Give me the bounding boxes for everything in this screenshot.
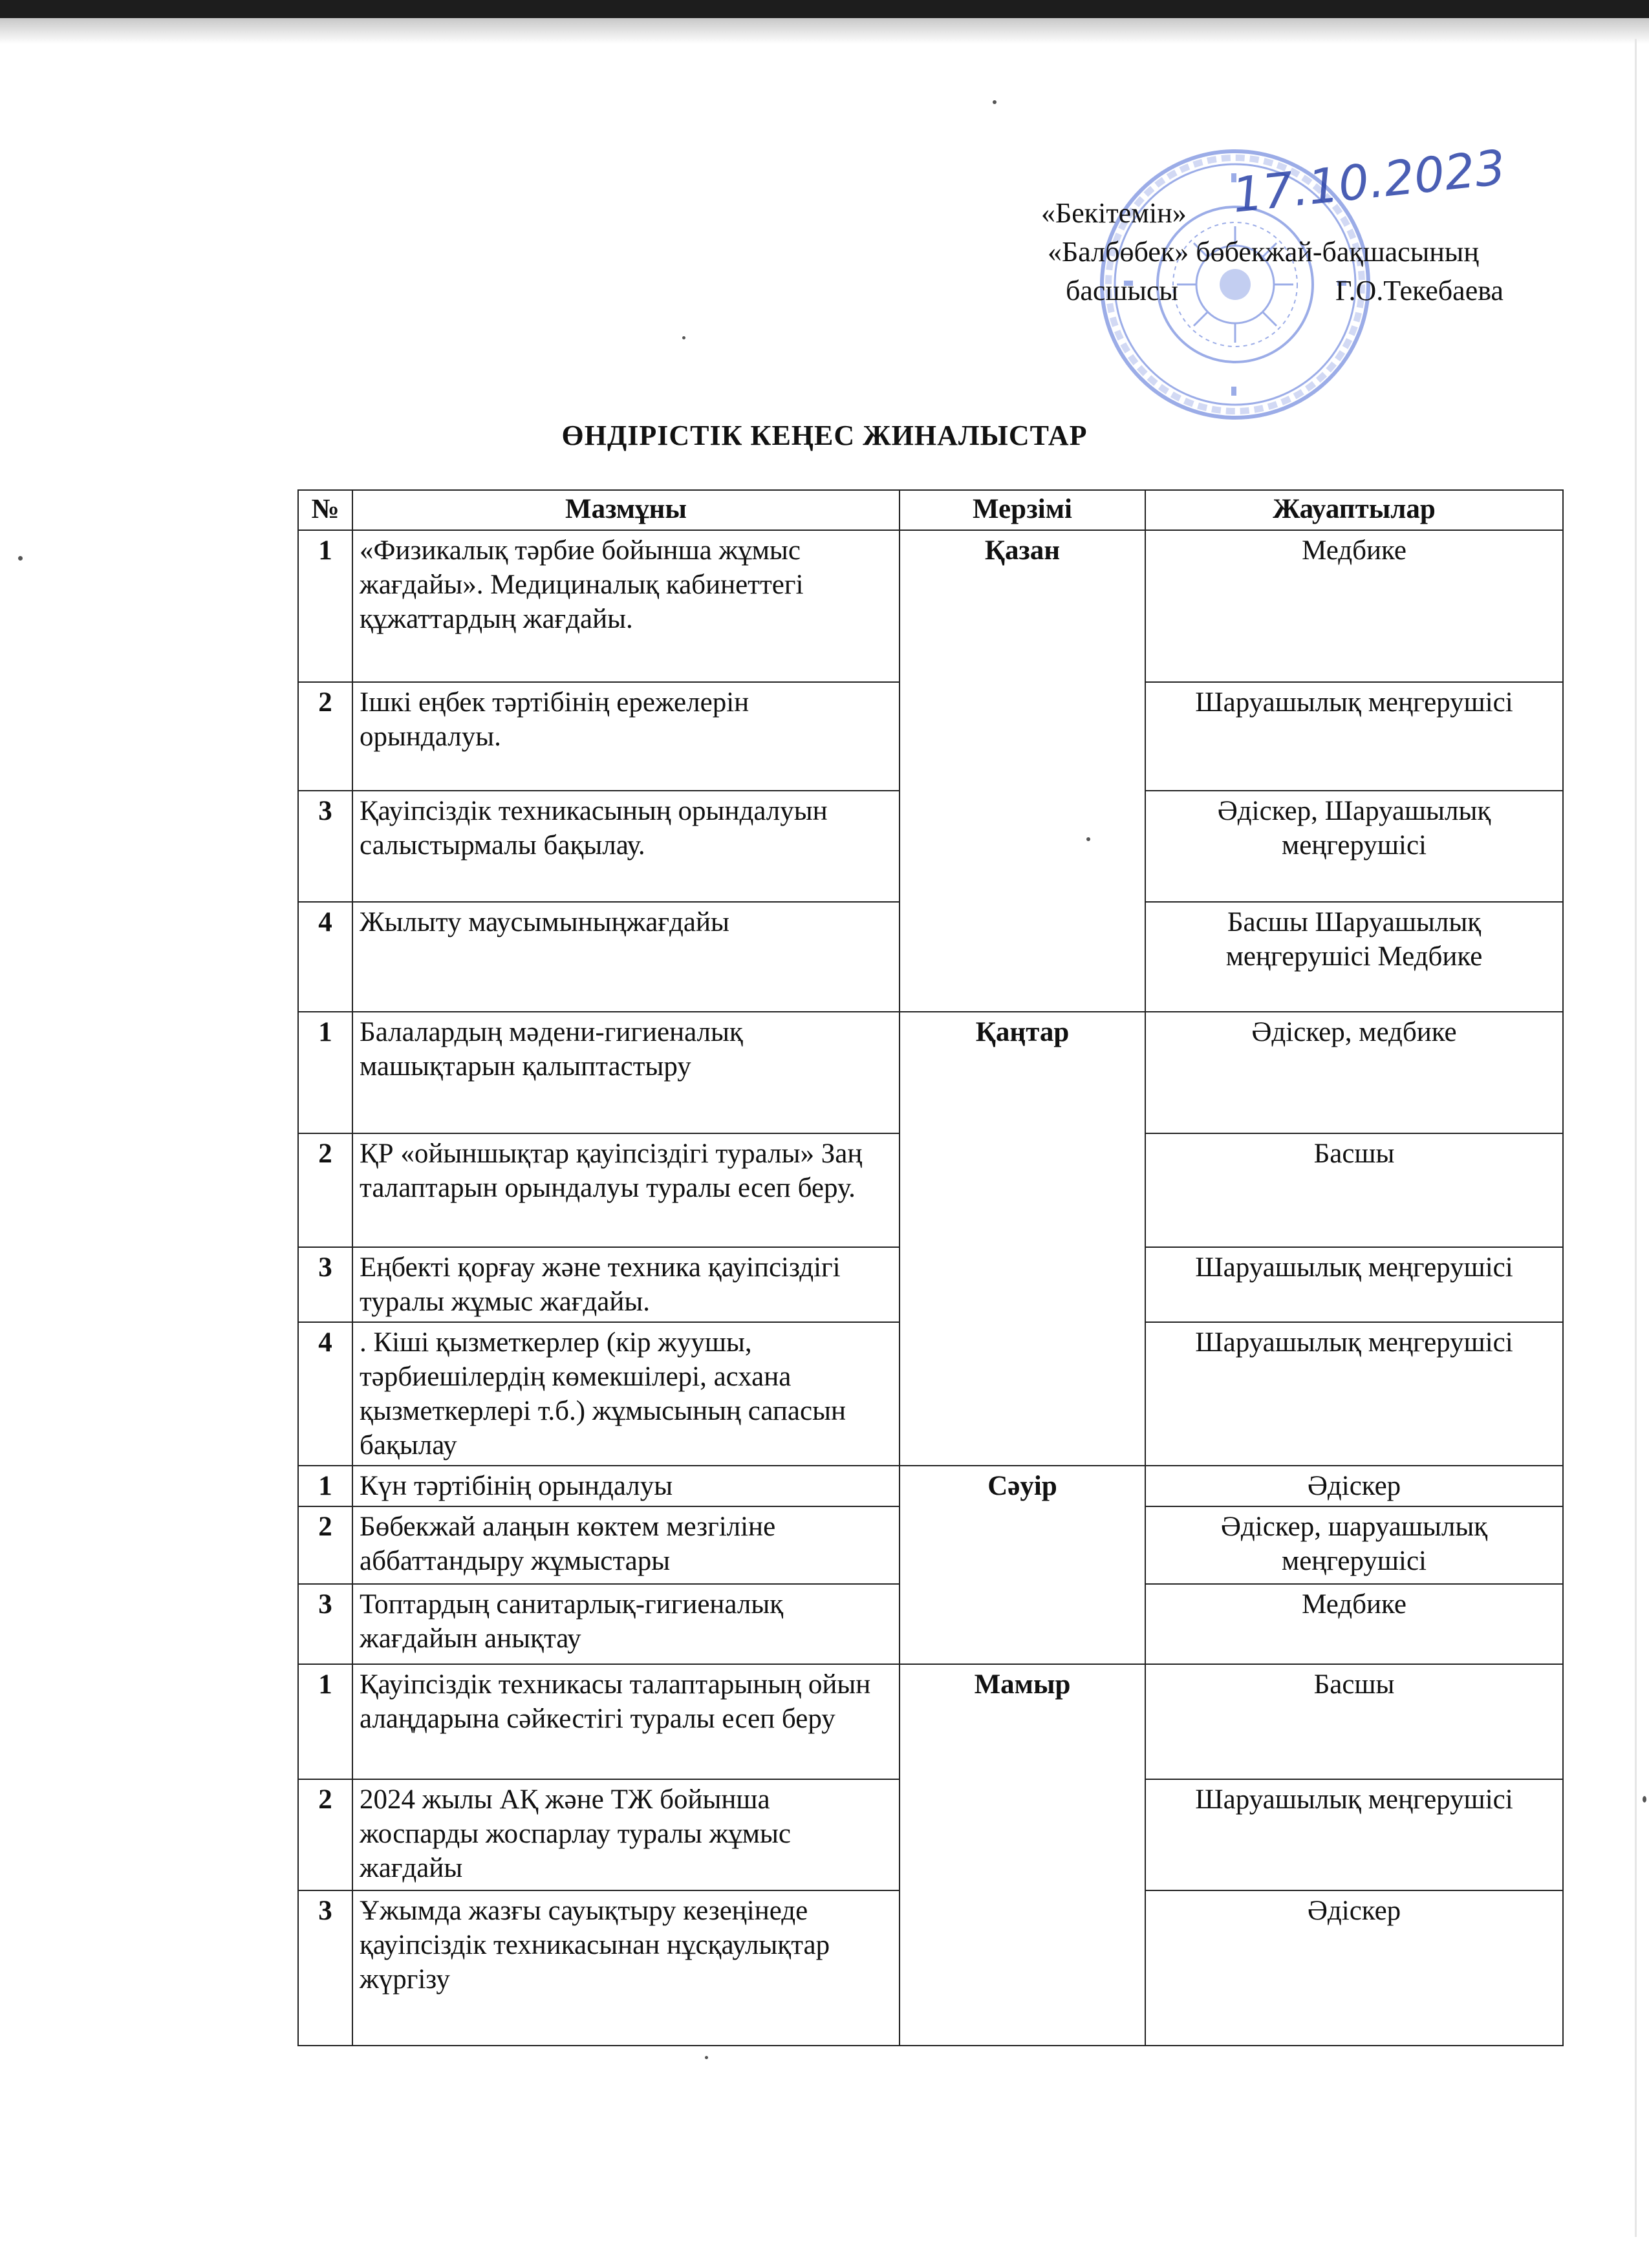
- document-title: ӨНДІРІСТІК КЕҢЕС ЖИНАЛЫСТАР: [561, 420, 1088, 451]
- row-responsible: Медбике: [1145, 530, 1563, 682]
- row-responsible: Әдіскер: [1145, 1890, 1563, 2046]
- table-header-row: [298, 490, 1563, 530]
- row-responsible: Басшы: [1145, 1133, 1563, 1247]
- row-responsible: Басшы Шаруашылық меңгерушісі Медбике: [1145, 902, 1563, 1012]
- row-term: Сәуір: [900, 1466, 1145, 1664]
- row-number: 2: [298, 1506, 352, 1584]
- scan-right-edge: [1635, 39, 1637, 2237]
- scan-speck: [18, 556, 23, 561]
- header-term: Мерзімі: [900, 490, 1145, 530]
- row-number: 1: [298, 530, 352, 682]
- row-content: . Кіші қызметкерлер (кір жуушы, тәрбиешілердің көмекшілері, асхана қызметкерлері т.б.) жұмысының сапасын бақылау: [352, 1322, 900, 1466]
- row-number: 2: [298, 1779, 352, 1890]
- row-content: Күн тәртібінің орындалуы: [352, 1466, 900, 1506]
- table-row: [298, 1466, 1563, 1506]
- scan-speck: [993, 100, 997, 104]
- approval-signer-name: Г.О.Текебаева: [1335, 275, 1503, 306]
- row-content: Бөбекжай алаңын көктем мезгіліне аббаттандыру жұмыстары: [352, 1506, 900, 1584]
- row-number: 3: [298, 1890, 352, 2046]
- row-number: 2: [298, 1133, 352, 1247]
- scan-speck: [682, 336, 685, 339]
- table-row: [298, 1012, 1563, 1133]
- approval-line-organization: «Балбөбек» бөбекжай-бақшасының: [1048, 236, 1479, 268]
- row-content: Балалардың мәдени-гигиеналық машықтарын қалыптастыру: [352, 1012, 900, 1133]
- row-content: Ұжымда жазғы сауықтыру кезеңінеде қауіпсіздік техникасынан нұсқаулықтар жүргізу: [352, 1890, 900, 2046]
- row-number: 3: [298, 1584, 352, 1664]
- row-term: Қазан: [900, 530, 1145, 1012]
- scan-speck: [1086, 837, 1090, 841]
- row-content: Ішкі еңбек тәртібінің ережелерін орындалуы.: [352, 682, 900, 791]
- scan-shadow: [0, 18, 1649, 44]
- row-content: Еңбекті қорғау және техника қауіпсіздігі туралы жұмыс жағдайы.: [352, 1247, 900, 1322]
- row-content: 2024 жылы АҚ және ТЖ бойынша жоспарды жоспарлау туралы жұмыс жағдайы: [352, 1779, 900, 1890]
- scan-speck: [1643, 1796, 1646, 1803]
- row-number: 4: [298, 902, 352, 1012]
- table-row: [298, 530, 1563, 682]
- row-number: 1: [298, 1664, 352, 1779]
- row-term: Мамыр: [900, 1664, 1145, 2046]
- header-responsible: Жауаптылар: [1145, 490, 1563, 530]
- row-responsible: Әдіскер: [1145, 1466, 1563, 1506]
- row-responsible: Басшы: [1145, 1664, 1563, 1779]
- row-number: 3: [298, 791, 352, 902]
- table-row: [298, 1664, 1563, 1779]
- approval-line-approve: «Бекітемін»: [1041, 197, 1187, 229]
- row-number: 2: [298, 682, 352, 791]
- row-responsible: Шаруашылық меңгерушісі: [1145, 1779, 1563, 1890]
- row-content: Қауіпсіздік техникасының орындалуын салыстырмалы бақылау.: [352, 791, 900, 902]
- row-number: 3: [298, 1247, 352, 1322]
- row-number: 4: [298, 1322, 352, 1466]
- row-number: 1: [298, 1466, 352, 1506]
- row-content: ҚР «ойыншықтар қауіпсіздігі туралы» Заң талаптарын орындалуы туралы есеп беру.: [352, 1133, 900, 1247]
- row-content: Жылыту маусымыныңжағдайы: [352, 902, 900, 1012]
- row-content: «Физикалық тәрбие бойынша жұмыс жағдайы». Медициналық кабинеттегі құжаттардың жағдайы.: [352, 530, 900, 682]
- header-number: №: [298, 490, 352, 530]
- row-term: Қаңтар: [900, 1012, 1145, 1466]
- header-content: Мазмұны: [352, 490, 900, 530]
- row-responsible: Шаруашылық меңгерушісі: [1145, 682, 1563, 791]
- row-responsible: Әдіскер, медбике: [1145, 1012, 1563, 1133]
- scan-top-border: [0, 0, 1649, 18]
- row-responsible: Шаруашылық меңгерушісі: [1145, 1247, 1563, 1322]
- meetings-table: [297, 489, 1564, 2046]
- row-content: Топтардың санитарлық-гигиеналық жағдайын анықтау: [352, 1584, 900, 1664]
- row-responsible: Әдіскер, Шаруашылық меңгерушісі: [1145, 791, 1563, 902]
- row-number: 1: [298, 1012, 352, 1133]
- handwritten-date: 17.10.2023: [1229, 140, 1509, 224]
- row-responsible: Әдіскер, шаруашылық меңгерушісі: [1145, 1506, 1563, 1584]
- row-content: Қауіпсіздік техникасы талаптарының ойын алаңдарына сәйкестігі туралы есеп беру: [352, 1664, 900, 1779]
- approval-line-position: басшысы: [1066, 275, 1178, 306]
- row-responsible: Шаруашылық меңгерушісі: [1145, 1322, 1563, 1466]
- row-responsible: Медбике: [1145, 1584, 1563, 1664]
- scan-speck: [705, 2056, 708, 2059]
